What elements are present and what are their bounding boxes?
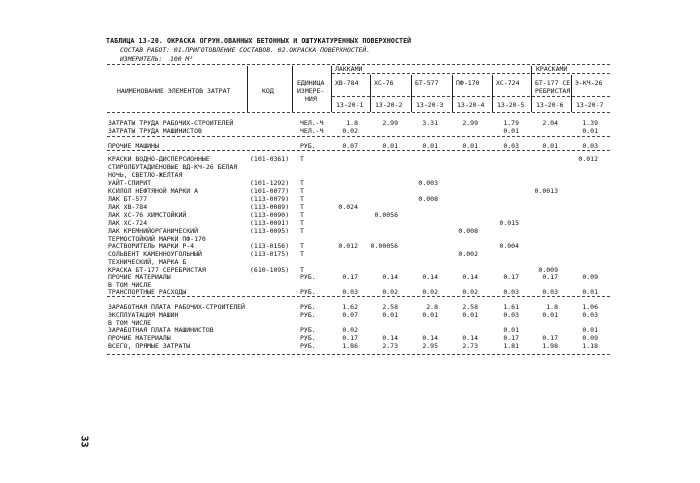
section-rule-4 (107, 354, 610, 355)
row-code: (610-1095) (250, 266, 290, 274)
row-value: 0.02 (422, 288, 438, 296)
row-unit: Т (300, 155, 304, 163)
row-unit: РУБ. (300, 334, 316, 342)
row-code: (113-0090) (250, 211, 290, 219)
row-unit: Т (300, 250, 304, 258)
header-col-7: Э-КЧ-26 (575, 79, 603, 87)
row-value: 0.01 (422, 311, 438, 319)
row-value: 0.03 (582, 142, 598, 150)
header-unit-1: ЕДИНИЦА (297, 79, 325, 87)
vsep-3 (331, 66, 332, 112)
vsep-8 (531, 66, 532, 112)
header-col-4: ПФ-170 (456, 79, 480, 87)
row-value: 0.17 (503, 273, 519, 281)
measure-unit: ИЗМЕРИТЕЛЬ: 100 М² (120, 55, 194, 63)
row-value: 0.14 (462, 273, 478, 281)
row-unit: Т (300, 179, 304, 187)
row-value: 0.004 (499, 242, 519, 250)
row-value: 1.8 (346, 119, 358, 127)
row-value: 1.81 (503, 342, 519, 350)
row-value: 0.024 (338, 203, 358, 211)
row-value: 2.8 (426, 303, 438, 311)
row-name: ЗАРАБОТНАЯ ПЛАТА РАБОЧИХ-СТРОИТЕЛЕЙ (108, 303, 245, 311)
vsep-2 (292, 66, 293, 112)
row-code: (101-1292) (250, 179, 290, 187)
row-value: 1.61 (503, 303, 519, 311)
row-name: ТЕРМОСТОЙКИЙ МАРКИ ПФ-170 (108, 235, 206, 243)
group-rule-paints (532, 73, 610, 74)
vsep-1 (247, 66, 248, 112)
row-value: 0.07 (342, 311, 358, 319)
row-unit: Т (300, 211, 304, 219)
row-name: СТИРОЛБУТАДИЕНОВЫЕ ВД-КЧ-26 БЕЛАЯ (108, 163, 238, 171)
row-value: 0.03 (582, 311, 598, 319)
row-value: 0.07 (342, 142, 358, 150)
row-value: 0.17 (542, 273, 558, 281)
header-code-6: 13-20-6 (536, 101, 564, 109)
row-value: 0.015 (499, 219, 519, 227)
vsep-7 (492, 75, 493, 112)
header-col-3: БТ-577 (415, 79, 439, 87)
section-rule-2 (107, 150, 610, 151)
row-value: 1.39 (582, 119, 598, 127)
row-value: 2.58 (382, 303, 398, 311)
row-value: 0.03 (342, 288, 358, 296)
row-name: ПРОЧИЕ МАТЕРИАЛЫ (108, 334, 171, 342)
row-name: РАСТВОРИТЕЛЬ МАРКИ Р-4 (108, 242, 195, 250)
row-name: ЗАРАБОТНАЯ ПЛАТА МАШИНИСТОВ (108, 326, 214, 334)
row-value: 1.62 (342, 303, 358, 311)
row-value: 0.012 (338, 242, 358, 250)
row-value: 0.01 (582, 288, 598, 296)
row-unit: РУБ. (300, 342, 316, 350)
row-name: НОЧЬ, СВЕТЛО-ЖЕЛТАЯ (108, 171, 183, 179)
row-name: ЗАТРАТЫ ТРУДА РАБОЧИХ-СТРОИТЕЛЕЙ (108, 119, 234, 127)
row-name: ТРАНСПОРТНЫЕ РАСХОДЫ (108, 288, 187, 296)
row-unit: РУБ. (300, 326, 316, 334)
row-unit: Т (300, 195, 304, 203)
row-name: ПРОЧИЕ МАШИНЫ (108, 142, 159, 150)
row-value: 0.14 (422, 334, 438, 342)
row-unit: РУБ. (300, 273, 316, 281)
row-value: 0.0056 (374, 211, 398, 219)
header-code-5: 13-20-5 (497, 101, 525, 109)
section-rule-1 (107, 136, 610, 137)
row-value: 1.86 (342, 342, 358, 350)
row-value: 0.01 (503, 326, 519, 334)
header-code-4: 13-20-4 (457, 101, 485, 109)
row-value: 0.14 (382, 273, 398, 281)
row-name: В ТОМ ЧИСЛЕ (108, 281, 152, 289)
row-name: ЛАК ХС-724 (108, 219, 148, 227)
row-value: 1.06 (582, 303, 598, 311)
header-unit-3: НИЯ (305, 95, 317, 103)
row-value: 0.01 (582, 127, 598, 135)
vsep-6 (452, 75, 453, 112)
row-name: КРАСКА БТ-177 СЕРЕБРИСТАЯ (108, 266, 206, 274)
row-value: 2.73 (462, 342, 478, 350)
row-value: 0.01 (542, 142, 558, 150)
row-value: 0.03 (503, 311, 519, 319)
row-value: 0.02 (382, 288, 398, 296)
row-code: (101-0077) (250, 187, 290, 195)
row-value: 0.003 (418, 179, 438, 187)
header-code-2: 13-20-2 (375, 101, 403, 109)
header-bottom-rule (107, 112, 610, 113)
vsep-4 (370, 75, 371, 112)
header-name: НАИМЕНОВАНИЕ ЭЛЕМЕНТОВ ЗАТРАТ (117, 87, 231, 95)
row-value: 2.95 (422, 342, 438, 350)
row-value: 0.14 (422, 273, 438, 281)
row-name: В ТОМ ЧИСЛЕ (108, 319, 152, 327)
header-code: КОД (262, 87, 274, 95)
row-value: 0.14 (382, 334, 398, 342)
code-row-rule (332, 96, 610, 97)
row-value: 1.18 (582, 342, 598, 350)
row-value: 2.73 (382, 342, 398, 350)
row-value: 1.8 (546, 303, 558, 311)
row-code: (113-0089) (250, 203, 290, 211)
row-name: ТЕХНИЧЕСКИЙ, МАРКА Б (108, 258, 187, 266)
header-code-1: 13-20-1 (336, 101, 364, 109)
row-unit: Т (300, 227, 304, 235)
row-value: 1.79 (503, 119, 519, 127)
header-col-5: ХС-724 (496, 79, 520, 87)
row-value: 0.01 (382, 142, 398, 150)
header-col-2: ХС-76 (374, 79, 394, 87)
row-unit: РУБ. (300, 142, 316, 150)
row-value: 0.17 (342, 273, 358, 281)
row-value: 0.03 (503, 142, 519, 150)
row-value: 0.002 (458, 250, 478, 258)
row-value: 0.17 (503, 334, 519, 342)
row-value: 0.03 (503, 288, 519, 296)
row-code: (113-0095) (250, 227, 290, 235)
row-value: 0.008 (458, 227, 478, 235)
row-unit: Т (300, 242, 304, 250)
row-value: 1.98 (542, 342, 558, 350)
row-unit: РУБ. (300, 288, 316, 296)
row-value: 0.02 (342, 326, 358, 334)
row-unit: Т (300, 266, 304, 274)
row-value: 0.01 (422, 142, 438, 150)
row-value: 0.01 (462, 311, 478, 319)
row-value: 0.03 (542, 288, 558, 296)
row-value: 0.09 (582, 334, 598, 342)
row-value: 2.58 (462, 303, 478, 311)
page-number: 33 (78, 435, 90, 448)
header-col-1: ХВ-784 (335, 79, 359, 87)
row-value: 0.008 (418, 195, 438, 203)
row-code: (113-0156) (250, 242, 290, 250)
row-name: КРАСКИ ВОДНО-ДИСПЕРСИОННЫЕ (108, 155, 210, 163)
header-col-6: БТ-177 СЕ (535, 79, 571, 87)
row-name: ЗАТРАТЫ ТРУДА МАШИНИСТОВ (108, 127, 202, 135)
row-value: 0.02 (342, 127, 358, 135)
row-value: 0.17 (342, 334, 358, 342)
row-unit: ЧЕЛ.-Ч (300, 127, 324, 135)
row-value: 0.009 (538, 266, 558, 274)
row-code: (101-0361) (250, 155, 290, 163)
row-value: 0.01 (382, 311, 398, 319)
header-group-lacquers: ЛАККАМИ (335, 65, 363, 73)
row-name: ЭКСПЛУАТАЦИЯ МАШИН (108, 311, 179, 319)
row-value: 0.14 (462, 334, 478, 342)
row-value: 0.01 (582, 326, 598, 334)
row-name: ВСЕГО, ПРЯМЫЕ ЗАТРАТЫ (108, 342, 191, 350)
row-code: (113-0079) (250, 195, 290, 203)
header-code-3: 13-20-3 (416, 101, 444, 109)
row-name: ПРОЧИЕ МАТЕРИАЛЫ (108, 273, 171, 281)
table-title: ТАБЛИЦА 13-20. ОКРАСКА ОГРУН.ОВАННЫХ БЕТОННЫХ И ОШТУКАТУРЕННЫХ ПОВЕРХНОСТЕЙ (106, 37, 412, 45)
row-name: ЛАК БТ-577 (108, 195, 148, 203)
work-composition: СОСТАВ РАБОТ: 01.ПРИГОТОВЛЕНИЕ СОСТАВОВ. 02.ОКРАСКА ПОВЕРХНОСТЕЙ. (120, 46, 371, 54)
row-unit: РУБ. (300, 311, 316, 319)
section-rule-3 (107, 296, 610, 297)
row-value: 0.00056 (370, 242, 398, 250)
row-value: 0.012 (578, 155, 598, 163)
row-unit: Т (300, 219, 304, 227)
row-name: КСИЛОЛ НЕФТЯНОЙ МАРКИ А (108, 187, 199, 195)
row-name: СОЛЬВЕНТ КАМЕННОУГОЛЬНЫЙ (108, 250, 202, 258)
row-name: УАЙТ-СПИРИТ (108, 179, 152, 187)
header-col-6-sub: РЕБРИСТАЯ (535, 87, 571, 95)
vsep-9 (571, 75, 572, 112)
row-code: (113-0175) (250, 250, 290, 258)
row-value: 0.17 (542, 334, 558, 342)
header-unit-2: ИЗМЕРЕ- (297, 87, 325, 95)
row-name: ЛАК ХС-76 ХИМСТОЙКИЙ (108, 211, 187, 219)
row-value: 2.99 (382, 119, 398, 127)
group-rule-lacquers (332, 73, 530, 74)
row-value: 3.31 (422, 119, 438, 127)
row-name: ЛАК КРЕМНИЙОРГАНИЧЕСКИЙ (108, 227, 199, 235)
row-unit: РУБ. (300, 303, 316, 311)
vsep-5 (411, 75, 412, 112)
row-value: 0.01 (462, 142, 478, 150)
row-value: 2.99 (462, 119, 478, 127)
row-unit: ЧЕЛ.-Ч (300, 119, 324, 127)
row-value: 0.09 (582, 273, 598, 281)
row-value: 0.01 (542, 311, 558, 319)
row-code: (113-0091) (250, 219, 290, 227)
row-value: 0.0013 (534, 187, 558, 195)
row-unit: Т (300, 187, 304, 195)
row-name: ЛАК ХВ-784 (108, 203, 148, 211)
row-value: 2.04 (542, 119, 558, 127)
row-value: 0.01 (503, 127, 519, 135)
row-unit: Т (300, 203, 304, 211)
header-group-paints: КРАСКАМИ (536, 65, 568, 73)
header-code-7: 13-20-7 (576, 101, 604, 109)
row-value: 0.02 (462, 288, 478, 296)
